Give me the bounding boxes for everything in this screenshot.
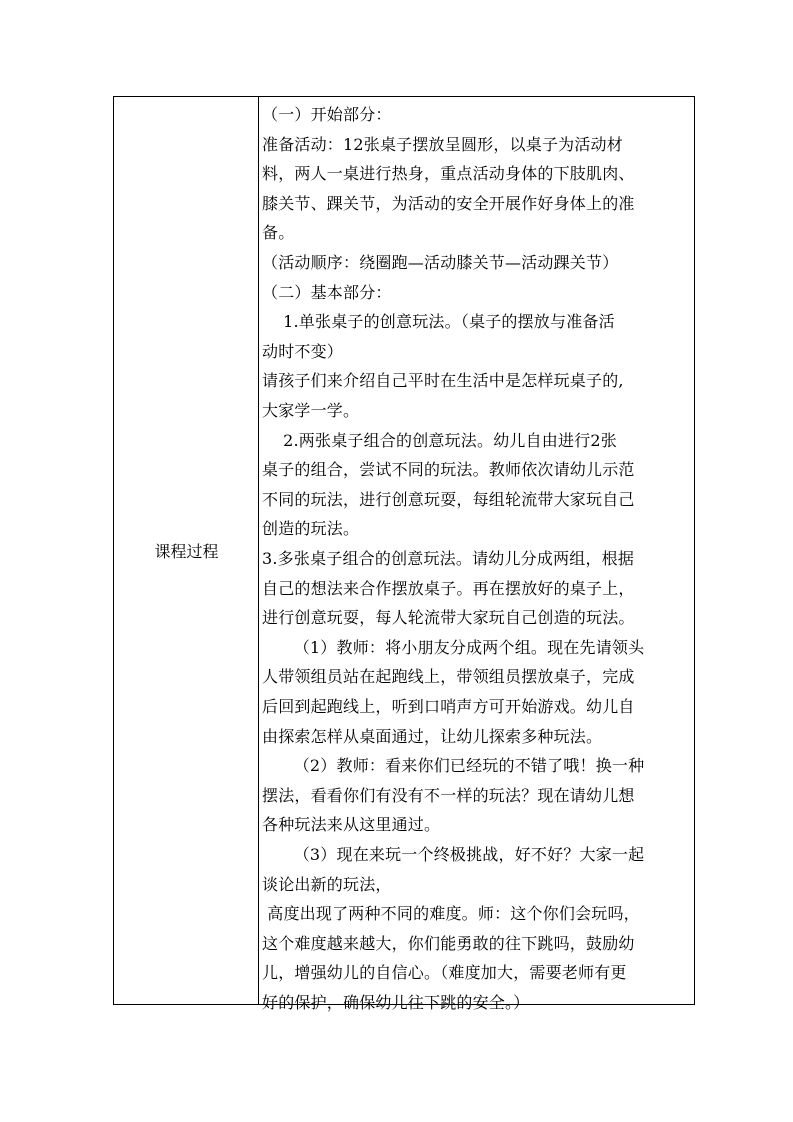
content-line: 由探索怎样从桌面通过，让幼儿探索多种玩法。 [262,726,603,746]
content-line: 不同的玩法，进行创意玩耍，每组轮流带大家玩自己 [262,489,635,509]
lesson-table [113,96,695,1012]
content-line: 1.单张桌子的创意玩法。（桌子的摆放与准备活 [262,312,615,332]
content-line: 后回到起跑线上，听到口哨声方可开始游戏。幼儿自 [262,697,635,716]
content-line: 儿，增强幼儿的自信心。（难度加大，需要老师有更 [262,963,627,983]
content-line: 创造的玩法。 [262,519,360,539]
content-line: 料，两人一桌进行热身，重点活动身体的下肢肌肉、 [262,164,635,184]
content-line: 好的保护，确保幼儿往下跳的安全。） [262,993,530,1012]
content-line: 准备活动：12张桌子摆放呈圆形，以桌子为活动材 [262,134,623,154]
content-line: 谈论出新的玩法， [262,874,392,894]
content-line: 摆法，看看你们有没有不一样的玩法？现在请幼儿想 [262,785,635,805]
content-line: 人带领组员站在起跑线上，带领组员摆放桌子，完成 [262,667,635,687]
label-course-process: 课程过程 [154,542,219,561]
content-line: 请孩子们来介绍自己平时在生活中是怎样玩桌子的, [262,371,624,391]
content-line: （二）基本部分： [262,282,392,302]
content-line: 桌子的组合，尝试不同的玩法。教师依次请幼儿示范 [262,460,635,480]
content-line: 备。 [262,223,295,243]
content-line: 3.多张桌子组合的创意玩法。请幼儿分成两组，根据 [262,549,635,568]
content-line: 各种玩法来从这里通过。 [262,815,441,835]
content-line: 膝关节、踝关节，为活动的安全开展作好身体上的准 [262,193,635,213]
label-cell [114,97,259,1004]
content-line: 大家学一学。 [262,401,360,420]
content-line: 进行创意玩耍，每人轮流带大家玩自己创造的玩法。 [262,608,635,628]
content-line: 高度出现了两种不同的难度。师：这个你们会玩吗， [262,904,640,924]
content-line: （1）教师：将小朋友分成两个组。现在先请领头 [262,637,645,657]
content-cell [259,97,694,1012]
content-line: （一）开始部分： [262,105,392,124]
content-line: 2.两张桌子组合的创意玩法。幼儿自由进行2张 [262,430,617,450]
content-line: （活动顺序：绕圈跑—活动膝关节—活动踝关节） [262,253,619,272]
content-line: 动时不变） [262,341,344,361]
content-line: （2）教师：看来你们已经玩的不错了哦！换一种 [262,756,645,776]
content-line: （3）现在来玩一个终极挑战，好不好？大家一起 [262,845,645,864]
content-line: 自己的想法来合作摆放桌子。再在摆放好的桌子上， [262,578,635,598]
content-line: 这个难度越来越大，你们能勇敢的往下跳吗，鼓励幼 [262,933,635,953]
